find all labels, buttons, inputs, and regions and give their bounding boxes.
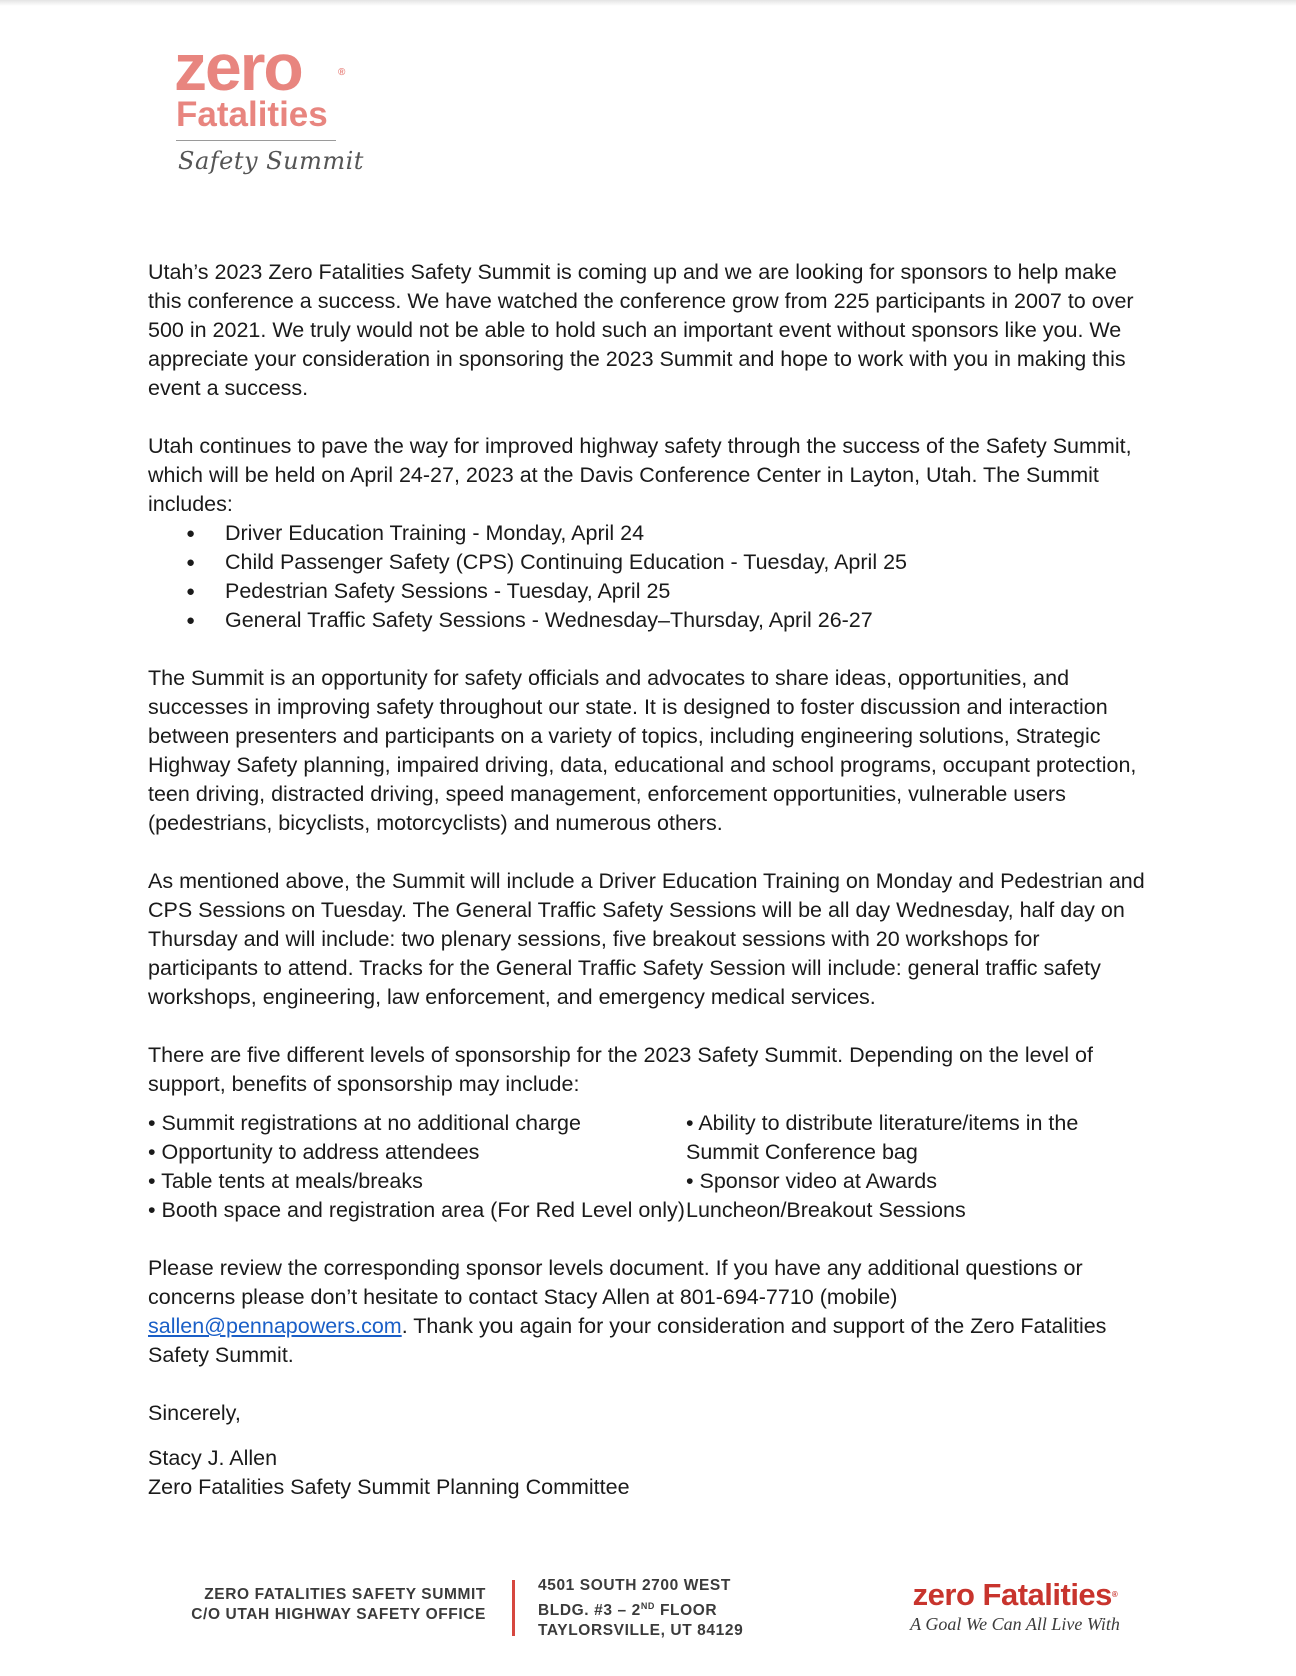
footer-org-line: C/O UTAH HIGHWAY SAFETY OFFICE <box>191 1606 486 1623</box>
address-line: 4501 SOUTH 2700 WEST <box>538 1577 731 1594</box>
email-link[interactable]: sallen@pennapowers.com <box>148 1314 402 1338</box>
logo-safety-summit-script: Safety Summit <box>178 147 364 175</box>
footer-divider <box>512 1580 515 1636</box>
list-item: ● Driver Education Training - Monday, April 24 <box>186 519 1148 548</box>
zero-fatalities-footer-logo <box>895 1578 1135 1635</box>
contact-paragraph <box>148 1254 1148 1370</box>
logo-zero-text: zero ® <box>174 30 346 104</box>
benefits-left-column <box>148 1109 686 1225</box>
address-line: BLDG. #3 – 2ND FLOOR <box>538 1601 718 1620</box>
closing: Sincerely, <box>148 1401 241 1425</box>
benefit-item: • Sponsor video at Awards Luncheon/Breakout Sessions <box>686 1169 966 1222</box>
list-item: ● General Traffic Safety Sessions - Wednesday–Thursday, April 26-27 <box>186 606 1148 635</box>
list-item: ● Child Passenger Safety (CPS) Continuing Education - Tuesday, April 25 <box>186 548 1148 577</box>
signer-name: Stacy J. Allen <box>148 1446 278 1470</box>
footer-org-line: ZERO FATALITIES SAFETY SUMMIT <box>204 1586 486 1603</box>
footer-tagline: A Goal We Can All Live With <box>910 1614 1120 1634</box>
benefit-item: • Table tents at meals/breaks <box>148 1169 423 1193</box>
intro-paragraph: Utah’s 2023 Zero Fatalities Safety Summit is coming up and we are looking for sponsors to help make this conference a success. We have watched the conference grow from 225 participants in 2007 to over 500 in 2021. We truly would not be able to hold such an important event without sponsors like you. We appreciate your consideration in sponsoring the 2023 Summit and hope to work with you in making this event a success. <box>148 260 1134 400</box>
benefit-item: • Summit registrations at no additional charge <box>148 1111 581 1135</box>
sponsorship-paragraph: There are five different levels of sponsorship for the 2023 Safety Summit. Depending on the level of support, benefits of sponsorship may include: <box>148 1043 1093 1096</box>
summit-paragraph: Utah continues to pave the way for improved highway safety through the success of the Safety Summit, which will be held on April 24-27, 2023 at the Davis Conference Center in Layton, Utah. The Summit includes: <box>148 434 1132 516</box>
benefits-right-column <box>686 1109 1126 1225</box>
list-item: ● Pedestrian Safety Sessions - Tuesday, April 25 <box>186 577 1148 606</box>
logo-divider <box>176 140 336 141</box>
benefits-columns <box>148 1109 1148 1225</box>
footer-address <box>538 1576 778 1641</box>
footer-organization <box>170 1585 486 1625</box>
zero-fatalities-safety-summit-logo <box>174 30 364 175</box>
benefit-item: • Ability to distribute literature/items in the Summit Conference bag <box>686 1111 1079 1164</box>
contact-text: Please review the corresponding sponsor levels document. If you have any additional questions or concerns please don’t hesitate to contact Stacy Allen at 801-694-7710 (mobile) <box>148 1256 1083 1309</box>
benefit-item: • Opportunity to address attendees <box>148 1140 480 1164</box>
address-line: TAYLORSVILLE, UT 84129 <box>538 1622 744 1640</box>
benefit-item: • Booth space and registration area (For Red Level only) <box>148 1198 685 1222</box>
letter-body <box>148 258 1148 1502</box>
thanks-text: . Thank you again for your consideration and support of the Zero Fatalities Safety Summit. <box>148 1314 1107 1367</box>
page-top-shadow <box>0 0 1296 6</box>
logo-fatalities-text: Fatalities <box>176 95 328 134</box>
footer-logo-text: zero Fatalities® <box>912 1577 1118 1612</box>
events-list <box>148 519 1148 635</box>
signer-title: Zero Fatalities Safety Summit Planning Committee <box>148 1475 630 1499</box>
opportunity-paragraph: The Summit is an opportunity for safety officials and advocates to share ideas, opportunities, and successes in improving safety throughout our state. It is designed to foster discussion and interaction between presenters and participants on a variety of topics, including engineering solutions, Strategic Highway Safety planning, impaired driving, data, educational and school programs, occupant protection, teen driving, distracted driving, speed management, enforcement opportunities, vulnerable users (pedestrians, bicyclists, motorcyclists) and numerous others. <box>148 666 1137 835</box>
schedule-paragraph: As mentioned above, the Summit will include a Driver Education Training on Monday and Pedestrian and CPS Sessions on Tuesday. The General Traffic Safety Sessions will be all day Wednesday, half day on Thursday and will include: two plenary sessions, five breakout sessions with 20 workshops for participants to attend. Tracks for the General Traffic Safety Session will include: general traffic safety workshops, engineering, law enforcement, and emergency medical services. <box>148 869 1145 1009</box>
